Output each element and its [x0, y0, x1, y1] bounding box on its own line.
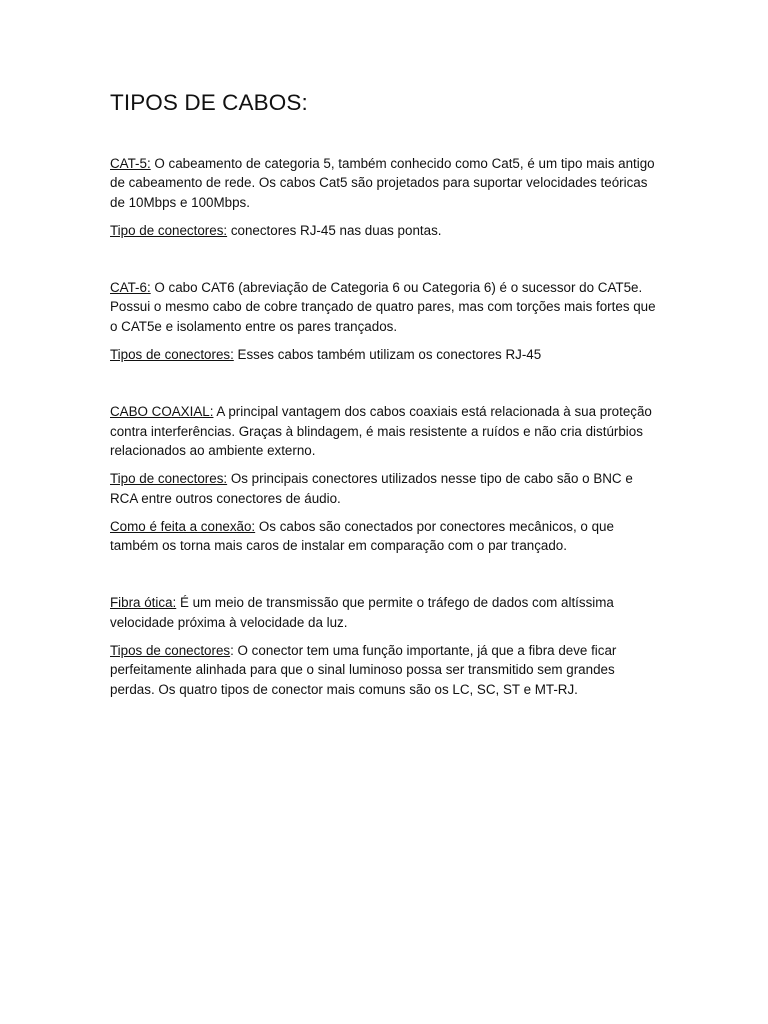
paragraph-cat5-description [110, 154, 660, 212]
paragraph-text: conectores RJ-45 nas duas pontas. [227, 222, 442, 238]
paragraph-cat6-description [110, 278, 660, 336]
paragraph-cat6-connectors [110, 345, 660, 364]
paragraph-text: O cabo CAT6 (abreviação de Categoria 6 ou Categoria 6) é o sucessor do CAT5e. Possui o mesmo cabo de cobre trançado de quatro pares, mas com torções mais fortes que o CAT5e e isolamento entre os pares trançados. [110, 280, 656, 334]
document-title: TIPOS DE CABOS: [110, 90, 308, 115]
section-cat5 [110, 154, 660, 240]
paragraph-label: Tipos de conectores [110, 643, 231, 659]
paragraph-coaxial-connection [110, 517, 660, 556]
paragraph-text: O cabeamento de categoria 5, também conhecido como Cat5, é um tipo mais antigo de cabeamento de rede. Os cabos Cat5 são projetados para suportar velocidades teóricas de 10Mbps e 100Mbps. [110, 156, 655, 210]
paragraph-text: Os principais conectores utilizados nesse tipo de cabo são o BNC e RCA entre outros conectores de áudio. [110, 471, 633, 506]
paragraph-fiber-connectors [110, 641, 660, 699]
paragraph-label: Tipo de conectores: [110, 222, 228, 238]
paragraph-cat5-connectors [110, 221, 660, 240]
paragraph-coaxial-connectors [110, 469, 660, 508]
paragraph-text: Os cabos são conectados por conectores mecânicos, o que também os torna mais caros de instalar em comparação com o par trançado. [110, 518, 614, 554]
paragraph-label: CAT-5: [110, 156, 151, 171]
paragraph-label: Como é feita a conexão: [110, 518, 256, 534]
paragraph-text: A principal vantagem dos cabos coaxiais está relacionada à sua proteção contra interferências. Graças à blindagem, é mais resistente a ruídos e não cria distúrbios relacionados ao ambiente externo. [110, 404, 652, 458]
paragraph-text: É um meio de transmissão que permite o tráfego de dados com altíssima velocidade próxima à velocidade da luz. [110, 595, 614, 630]
paragraph-label: Tipos de conectores: [110, 347, 234, 363]
paragraph-label: Fibra ótica: [110, 595, 177, 611]
section-cat6 [110, 278, 660, 364]
paragraph-label: CABO COAXIAL: [110, 404, 214, 420]
paragraph-label: Tipo de conectores: [110, 471, 228, 487]
paragraph-fiber-description [110, 593, 660, 632]
section-coaxial [110, 402, 660, 555]
section-fiber [110, 593, 660, 698]
document-body [110, 88, 660, 699]
paragraph-text: Esses cabos também utilizam os conectores RJ-45 [233, 347, 542, 363]
paragraph-coaxial-description [110, 402, 660, 460]
paragraph-label: CAT-6: [110, 280, 151, 296]
paragraph-text: : O conector tem uma função importante, já que a fibra deve ficar perfeitamente alinhada para que o sinal luminoso possa ser transmitido sem grandes perdas. Os quatro tipos de conector mais comuns são os LC, SC, ST e MT-RJ. [110, 643, 617, 697]
